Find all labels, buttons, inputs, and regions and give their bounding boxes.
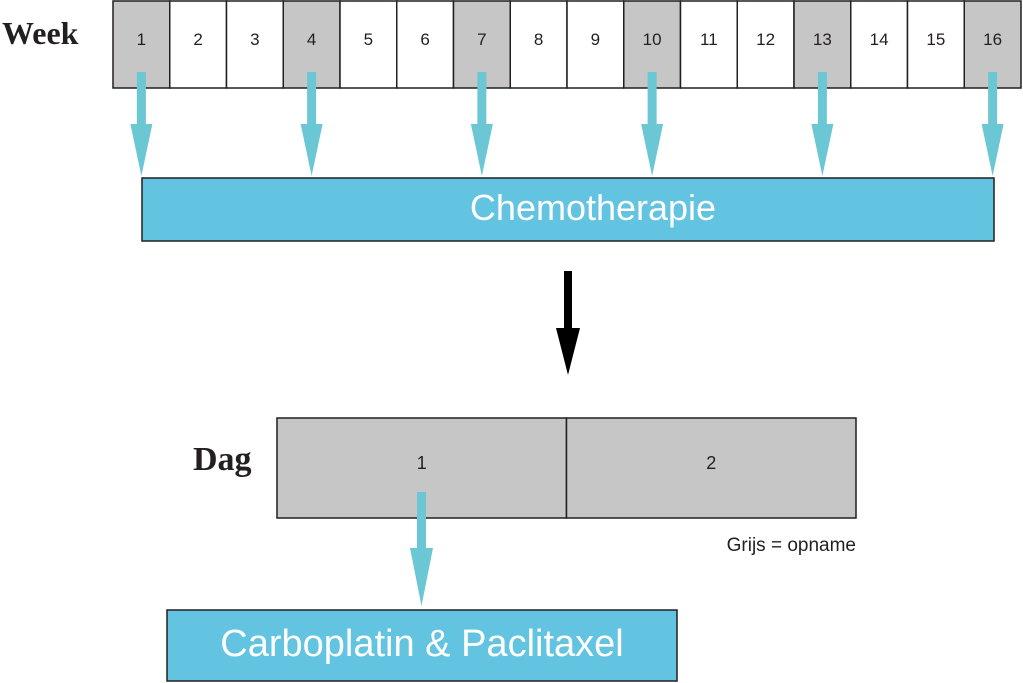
day-row-label: Dag — [193, 441, 252, 478]
legend-text: Grijs = opname — [726, 535, 856, 556]
week-number-16: 16 — [983, 30, 1003, 49]
week-number-9: 9 — [590, 30, 601, 49]
week-number-12: 12 — [756, 30, 776, 49]
week-number-13: 13 — [812, 30, 832, 49]
week-number-5: 5 — [363, 30, 374, 49]
week-number-6: 6 — [420, 30, 430, 49]
week-cells — [113, 1, 1021, 88]
week-number-1: 1 — [136, 30, 147, 49]
day-number-1: 1 — [416, 453, 427, 473]
chemotherapy-label: Chemotherapie — [469, 187, 717, 228]
drug-label: Carboplatin & Paclitaxel — [220, 623, 624, 665]
week-number-10: 10 — [642, 30, 662, 49]
week-number-7: 7 — [477, 30, 487, 49]
week-number-11: 11 — [700, 30, 718, 49]
week-number-15: 15 — [926, 30, 946, 49]
week-number-8: 8 — [533, 30, 544, 49]
week-number-4: 4 — [306, 30, 317, 49]
week-number-2: 2 — [193, 30, 203, 49]
week-number-3: 3 — [250, 30, 260, 49]
week-number-14: 14 — [869, 30, 889, 49]
day-number-2: 2 — [706, 453, 717, 473]
week-row-label: Week — [2, 15, 79, 51]
day-cells — [277, 418, 856, 518]
down-arrow-icon — [556, 271, 580, 375]
